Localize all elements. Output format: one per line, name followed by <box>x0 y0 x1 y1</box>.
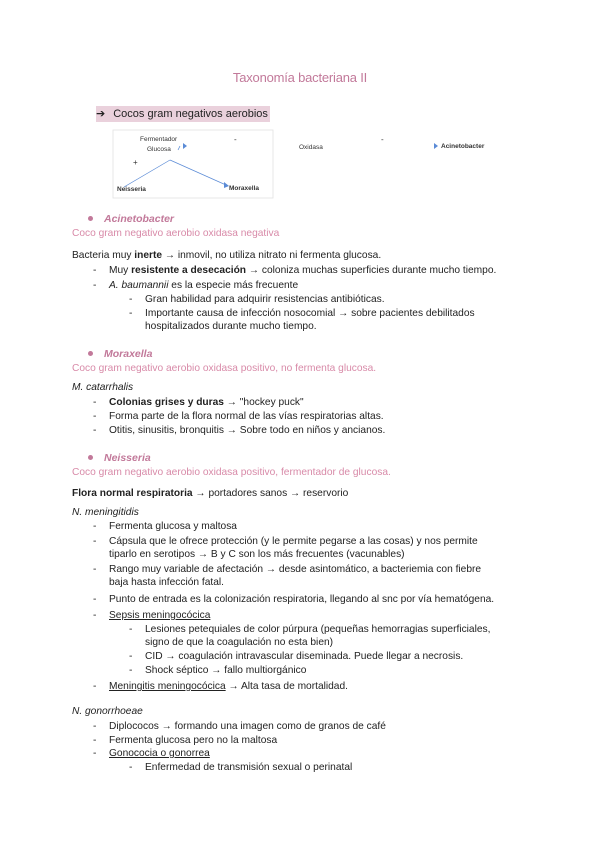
arrow-line-neisseria <box>124 160 170 187</box>
label-neisseria: Neisseria <box>117 186 146 193</box>
moraxella-item-3: Otitis, sinusitis, bronquitis → Sobre todo en niños y ancianos. <box>109 425 386 436</box>
dash-marker: - <box>93 735 97 746</box>
heading-acinetobacter: Acinetobacter <box>88 213 174 225</box>
dash-marker: - <box>93 681 97 692</box>
dash-marker: - <box>129 651 133 662</box>
acinetobacter-item-2: A. baumannii es la especie más frecuente <box>109 280 299 291</box>
meningitidis-item-2b: tiparlo en serotipos → B y C son los más frecuentes (vacunables) <box>109 549 405 560</box>
arrow-icon: ➔ <box>96 108 106 120</box>
arrow-line-top <box>178 146 180 150</box>
label-fermentador: Fermentador <box>140 136 178 143</box>
acinetobacter-subitem-2a: Importante causa de infección nosocomial → sobre pacientes debilitados <box>145 308 475 319</box>
sepsis-subitem-2: CID → coagulación intravascular diseminada. Puede llegar a necrosis. <box>145 651 464 662</box>
meningitidis-item-1: Fermenta glucosa y maltosa <box>109 521 237 532</box>
acinetobacter-subitem-2b: hospitalizados durante mucho tiempo. <box>145 321 317 332</box>
dash-marker: - <box>93 425 97 436</box>
arrowhead-glucosa <box>183 143 187 149</box>
dash-marker: - <box>93 280 97 291</box>
meningitidis-item-3a: Rango muy variable de afectación → desde asintomático, a bacteriemia con fiebre <box>109 564 482 575</box>
neisseria-flora: Flora normal respiratoria → portadores sanos → reservorio <box>72 488 349 499</box>
dash-marker: - <box>93 564 97 575</box>
classification-diagram <box>0 0 600 210</box>
bullet-dot-icon <box>88 351 93 356</box>
meningitidis-item-4: Punto de entrada es la colonización respiratoria, llegando al snc por vía hematógena. <box>109 594 495 605</box>
sepsis-subitem-1a: Lesiones petequiales de color púrpura (pequeñas hemorragias superficiales, <box>145 624 491 635</box>
dash-marker: - <box>93 610 97 621</box>
dash-marker: - <box>129 624 133 635</box>
acinetobacter-item-1: Muy resistente a desecación → coloniza muchas superficies durante mucho tiempo. <box>109 265 497 276</box>
heading-neisseria: Neisseria <box>88 452 151 464</box>
meningitidis-item-6: Meningitis meningocócica → Alta tasa de mortalidad. <box>109 681 348 692</box>
sepsis-subitem-3: Shock séptico → fallo multiorgánico <box>145 665 307 676</box>
species-n-meningitidis: N. meningitidis <box>72 507 139 518</box>
meningitidis-item-5: Sepsis meningocócica <box>109 610 211 621</box>
subtitle-acinetobacter: Coco gram negativo aerobio oxidasa negativa <box>72 228 280 239</box>
meningitidis-item-2a: Cápsula que le ofrece protección (y le permite pegarse a las cosas) y nos permite <box>109 536 478 547</box>
page-title: Taxonomía bacteriana II <box>232 70 368 85</box>
label-minus-1: - <box>234 135 237 144</box>
arrow-line-moraxella <box>170 160 226 185</box>
subtitle-moraxella: Coco gram negativo aerobio oxidasa positivo, no fermenta glucosa. <box>72 363 377 374</box>
acinetobacter-subitem-1: Gran habilidad para adquirir resistencias antibióticas. <box>145 294 385 305</box>
label-acinetobacter: Acinetobacter <box>441 143 485 150</box>
dash-marker: - <box>93 521 97 532</box>
dash-marker: - <box>129 294 133 305</box>
moraxella-item-2: Forma parte de la flora normal de las vías respiratorias altas. <box>109 411 384 422</box>
label-plus: + <box>133 158 138 167</box>
label-minus-2: - <box>381 135 384 144</box>
species-n-gonorrhoeae: N. gonorrhoeae <box>72 706 143 717</box>
heading-moraxella: Moraxella <box>88 348 152 360</box>
dash-marker: - <box>93 721 97 732</box>
dash-marker: - <box>129 308 133 319</box>
meningitidis-item-3b: baja hasta infección fatal. <box>109 577 224 588</box>
label-moraxella: Moraxella <box>229 185 259 192</box>
dash-marker: - <box>129 665 133 676</box>
dash-marker: - <box>93 748 97 759</box>
gonorrhoeae-subitem-1: Enfermedad de transmisión sexual o perinatal <box>145 762 353 773</box>
subtitle-neisseria: Coco gram negativo aerobio oxidasa positivo, fermentador de glucosa. <box>72 467 391 478</box>
gonorrhoeae-item-2: Fermenta glucosa pero no la maltosa <box>109 735 278 746</box>
dash-marker: - <box>93 265 97 276</box>
label-oxidasa: Oxidasa <box>299 144 323 151</box>
bullet-dot-icon <box>88 216 93 221</box>
diagram-lines <box>0 0 600 210</box>
bullet-dot-icon <box>88 455 93 460</box>
gonorrhoeae-item-3: Gonococia o gonorrea <box>109 748 210 759</box>
gonorrhoeae-item-1: Diplococos → formando una imagen como de granos de café <box>109 721 386 732</box>
label-glucosa: Glucosa <box>147 146 171 153</box>
acinetobacter-intro: Bacteria muy inerte → inmovil, no utiliza nitrato ni fermenta glucosa. <box>72 250 382 261</box>
dash-marker: - <box>93 397 97 408</box>
sepsis-subitem-1b: signo de que la coagulación no esta bien) <box>145 637 334 648</box>
arrowhead-acinetobacter <box>434 143 438 149</box>
moraxella-item-1: Colonias grises y duras → "hockey puck" <box>109 397 304 408</box>
dash-marker: - <box>93 411 97 422</box>
species-m-catarrhalis: M. catarrhalis <box>72 382 134 393</box>
dash-marker: - <box>93 536 97 547</box>
section-label: Cocos gram negativos aerobios <box>113 108 268 120</box>
dash-marker: - <box>93 594 97 605</box>
dash-marker: - <box>129 762 133 773</box>
